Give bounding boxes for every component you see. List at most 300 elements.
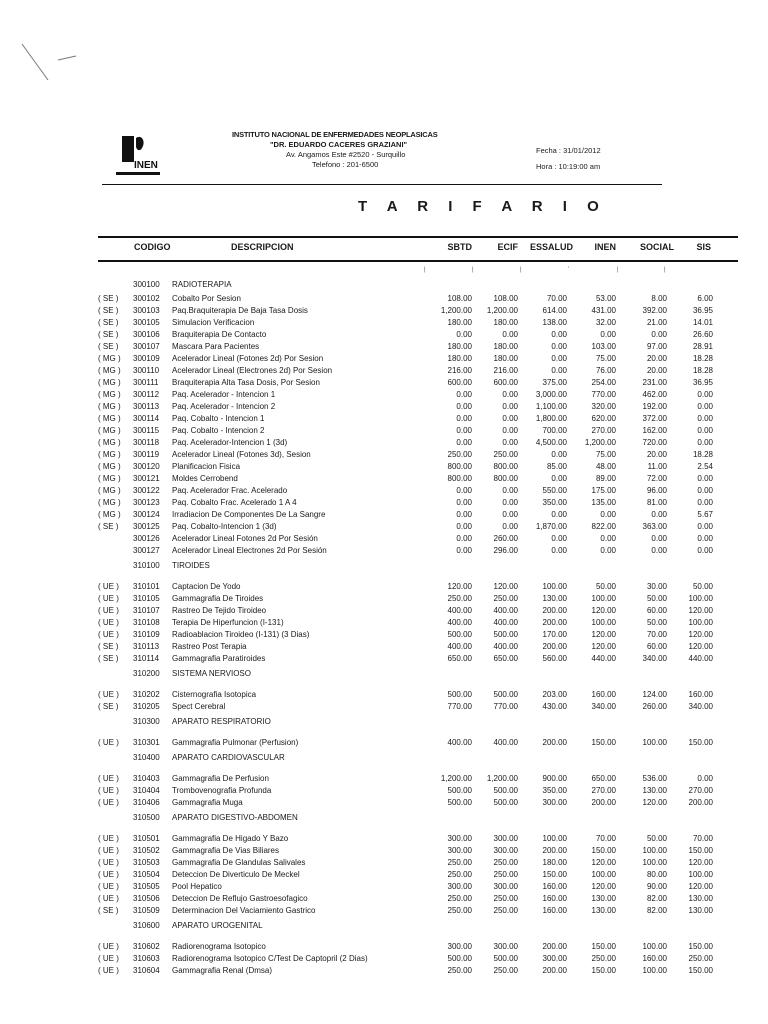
cell-social: 392.00 — [642, 306, 667, 315]
row-spacer — [0, 682, 768, 689]
cell-sis: 0.00 — [697, 534, 713, 543]
cell-essalud: 170.00 — [542, 630, 567, 639]
cell-ecif: 180.00 — [493, 354, 518, 363]
row-description: Moldes Cerrobend — [172, 474, 238, 483]
cell-social: 124.00 — [642, 690, 667, 699]
cell-social: 363.00 — [642, 522, 667, 531]
tariff-row — [0, 485, 768, 497]
cell-sbtd: 400.00 — [447, 618, 472, 627]
tariff-row — [0, 425, 768, 437]
cell-sis: 6.00 — [697, 294, 713, 303]
cell-inen: 770.00 — [591, 390, 616, 399]
row-description: Irradiacion De Componentes De La Sangre — [172, 510, 326, 519]
cell-inen: 75.00 — [595, 354, 616, 363]
section-name: TIROIDES — [172, 561, 210, 570]
cell-ecif: 108.00 — [493, 294, 518, 303]
row-prefix: ( UE ) — [98, 606, 119, 615]
section-code: 310100 — [133, 561, 160, 570]
section-row — [0, 749, 768, 766]
cell-ecif: 0.00 — [502, 522, 518, 531]
cell-essalud: 300.00 — [542, 954, 567, 963]
institute-phone: Telefono : 201-6500 — [312, 160, 379, 169]
cell-inen: 120.00 — [591, 606, 616, 615]
row-code: 300121 — [133, 474, 160, 483]
cell-sbtd: 300.00 — [447, 942, 472, 951]
scan-tick-mark: | — [472, 267, 474, 273]
cell-sis: 100.00 — [688, 594, 713, 603]
cell-sis: 14.01 — [692, 318, 713, 327]
tariff-row — [0, 305, 768, 317]
row-code: 300126 — [133, 534, 160, 543]
row-description: Rastreo De Tejido Tiroideo — [172, 606, 267, 615]
row-prefix: ( UE ) — [98, 798, 119, 807]
row-prefix: ( MG ) — [98, 486, 121, 495]
cell-essalud: 900.00 — [542, 774, 567, 783]
cell-essalud: 160.00 — [542, 906, 567, 915]
cell-ecif: 0.00 — [502, 510, 518, 519]
tariff-row — [0, 317, 768, 329]
section-row — [0, 917, 768, 934]
cell-sis: 130.00 — [688, 894, 713, 903]
cell-sbtd: 500.00 — [447, 954, 472, 963]
cell-social: 50.00 — [646, 834, 667, 843]
cell-essalud: 375.00 — [542, 378, 567, 387]
row-description: Paq. Acelerador-Intencion 1 (3d) — [172, 438, 288, 447]
row-description: Acelerador Lineal (Fotones 2d) Por Sesion — [172, 354, 324, 363]
row-description: Gammagrafia De Vias Biliares — [172, 846, 280, 855]
header-divider — [102, 184, 662, 185]
row-description: Acelerador Lineal Fotones 2d Por Sesión — [172, 534, 318, 543]
tariff-row — [0, 905, 768, 917]
cell-ecif: 1,200.00 — [486, 306, 518, 315]
row-prefix: ( UE ) — [98, 594, 119, 603]
row-prefix: ( UE ) — [98, 954, 119, 963]
cell-sis: 120.00 — [688, 642, 713, 651]
table-header-top-rule — [98, 236, 738, 238]
cell-sis: 18.28 — [692, 450, 713, 459]
logo-text: INEN — [134, 160, 158, 171]
cell-sbtd: 800.00 — [447, 474, 472, 483]
cell-ecif: 500.00 — [493, 630, 518, 639]
cell-essalud: 70.00 — [546, 294, 567, 303]
scan-tick-mark: | — [617, 267, 619, 273]
scan-tick-mark: | — [424, 267, 426, 273]
cell-social: 0.00 — [651, 330, 667, 339]
cell-sbtd: 600.00 — [447, 378, 472, 387]
section-code: 310400 — [133, 753, 160, 762]
section-name: APARATO RESPIRATORIO — [172, 717, 271, 726]
row-code: 310101 — [133, 582, 160, 591]
cell-social: 100.00 — [642, 966, 667, 975]
cell-sis: 0.00 — [697, 498, 713, 507]
cell-sbtd: 250.00 — [447, 594, 472, 603]
cell-social: 100.00 — [642, 942, 667, 951]
cell-essalud: 200.00 — [542, 846, 567, 855]
column-header-ecif: ECIF — [497, 242, 518, 252]
cell-ecif: 0.00 — [502, 426, 518, 435]
row-code: 300113 — [133, 402, 160, 411]
cell-sbtd: 500.00 — [447, 786, 472, 795]
cell-sbtd: 180.00 — [447, 354, 472, 363]
cell-inen: 75.00 — [595, 450, 616, 459]
section-code: 310600 — [133, 921, 160, 930]
row-prefix: ( MG ) — [98, 390, 121, 399]
tariff-row — [0, 881, 768, 893]
cell-ecif: 500.00 — [493, 954, 518, 963]
cell-essalud: 150.00 — [542, 870, 567, 879]
row-description: Radiorenograma Isotopico — [172, 942, 266, 951]
row-code: 310113 — [133, 642, 160, 651]
row-prefix: ( UE ) — [98, 786, 119, 795]
row-code: 310604 — [133, 966, 160, 975]
cell-social: 50.00 — [646, 618, 667, 627]
tariff-row — [0, 473, 768, 485]
cell-inen: 103.00 — [591, 342, 616, 351]
cell-inen: 822.00 — [591, 522, 616, 531]
cell-social: 82.00 — [646, 906, 667, 915]
section-name: RADIOTERAPIA — [172, 280, 232, 289]
row-code: 300120 — [133, 462, 160, 471]
row-code: 300115 — [133, 426, 160, 435]
cell-essalud: 85.00 — [546, 462, 567, 471]
row-description: Determinacion Del Vaciamiento Gastrico — [172, 906, 316, 915]
cell-inen: 200.00 — [591, 798, 616, 807]
row-description: Gammagrafia Muga — [172, 798, 243, 807]
page-title: T A R I F A R I O — [358, 198, 607, 215]
cell-sbtd: 800.00 — [447, 462, 472, 471]
tariff-row — [0, 377, 768, 389]
tariff-row — [0, 941, 768, 953]
cell-ecif: 300.00 — [493, 846, 518, 855]
row-description: Gammagrafia De Higado Y Bazo — [172, 834, 289, 843]
cell-sbtd: 0.00 — [456, 414, 472, 423]
cell-inen: 160.00 — [591, 690, 616, 699]
cell-inen: 0.00 — [600, 534, 616, 543]
cell-ecif: 1,200.00 — [486, 774, 518, 783]
cell-sbtd: 0.00 — [456, 498, 472, 507]
cell-ecif: 500.00 — [493, 798, 518, 807]
cell-sis: 5.67 — [697, 510, 713, 519]
cell-essalud: 0.00 — [551, 354, 567, 363]
cell-social: 30.00 — [646, 582, 667, 591]
row-description: Paq. Acelerador - Intencion 1 — [172, 390, 276, 399]
cell-inen: 100.00 — [591, 618, 616, 627]
column-header-sis: SIS — [696, 242, 711, 252]
cell-social: 20.00 — [646, 354, 667, 363]
cell-essalud: 203.00 — [542, 690, 567, 699]
cell-essalud: 1,100.00 — [535, 402, 567, 411]
cell-ecif: 0.00 — [502, 486, 518, 495]
row-code: 310505 — [133, 882, 160, 891]
tariff-row — [0, 797, 768, 809]
scan-pen-mark — [18, 40, 78, 90]
cell-social: 720.00 — [642, 438, 667, 447]
row-prefix: ( MG ) — [98, 474, 121, 483]
row-code: 310603 — [133, 954, 160, 963]
row-prefix: ( UE ) — [98, 966, 119, 975]
cell-essalud: 200.00 — [542, 942, 567, 951]
cell-inen: 76.00 — [595, 366, 616, 375]
row-spacer — [0, 730, 768, 737]
cell-inen: 0.00 — [600, 330, 616, 339]
cell-essalud: 350.00 — [542, 498, 567, 507]
row-code: 300122 — [133, 486, 160, 495]
cell-essalud: 100.00 — [542, 834, 567, 843]
cell-inen: 32.00 — [595, 318, 616, 327]
cell-ecif: 250.00 — [493, 894, 518, 903]
cell-sis: 270.00 — [688, 786, 713, 795]
cell-social: 60.00 — [646, 642, 667, 651]
cell-ecif: 300.00 — [493, 942, 518, 951]
row-prefix: ( SE ) — [98, 294, 119, 303]
cell-sbtd: 0.00 — [456, 438, 472, 447]
cell-inen: 120.00 — [591, 882, 616, 891]
cell-sbtd: 0.00 — [456, 390, 472, 399]
row-description: Gammagrafia Pulmonar (Perfusion) — [172, 738, 299, 747]
row-description: Planificacion Fisica — [172, 462, 241, 471]
tariff-row — [0, 593, 768, 605]
cell-inen: 89.00 — [595, 474, 616, 483]
row-code: 310504 — [133, 870, 160, 879]
tariff-row — [0, 605, 768, 617]
column-header-essalud: ESSALUD — [529, 242, 573, 252]
cell-inen: 150.00 — [591, 738, 616, 747]
cell-sis: 100.00 — [688, 618, 713, 627]
section-code: 300100 — [133, 280, 160, 289]
cell-social: 80.00 — [646, 870, 667, 879]
cell-essalud: 1,800.00 — [535, 414, 567, 423]
tariff-row — [0, 389, 768, 401]
cell-ecif: 300.00 — [493, 882, 518, 891]
cell-inen: 254.00 — [591, 378, 616, 387]
cell-ecif: 770.00 — [493, 702, 518, 711]
cell-sbtd: 0.00 — [456, 546, 472, 555]
section-name: SISTEMA NERVIOSO — [172, 669, 251, 678]
cell-inen: 53.00 — [595, 294, 616, 303]
cell-inen: 270.00 — [591, 786, 616, 795]
tariff-row — [0, 413, 768, 425]
cell-sis: 160.00 — [688, 690, 713, 699]
cell-social: 8.00 — [651, 294, 667, 303]
row-description: Pool Hepatico — [172, 882, 222, 891]
row-description: Paq. Cobalto-Intencion 1 (3d) — [172, 522, 277, 531]
cell-inen: 0.00 — [600, 510, 616, 519]
tariff-table-body — [0, 276, 768, 977]
row-prefix: ( MG ) — [98, 498, 121, 507]
row-prefix: ( UE ) — [98, 858, 119, 867]
section-code: 310200 — [133, 669, 160, 678]
cell-ecif: 600.00 — [493, 378, 518, 387]
institute-subtitle: "DR. EDUARDO CACERES GRAZIANI" — [270, 140, 408, 149]
cell-sbtd: 0.00 — [456, 402, 472, 411]
row-description: Gammagrafia De Glandulas Salivales — [172, 858, 306, 867]
row-code: 300106 — [133, 330, 160, 339]
cell-social: 260.00 — [642, 702, 667, 711]
cell-inen: 340.00 — [591, 702, 616, 711]
row-description: Cisternografia Isotopica — [172, 690, 257, 699]
cell-sbtd: 250.00 — [447, 894, 472, 903]
row-code: 300103 — [133, 306, 160, 315]
cell-sbtd: 216.00 — [447, 366, 472, 375]
cell-essalud: 200.00 — [542, 618, 567, 627]
tariff-row — [0, 617, 768, 629]
inen-logo — [112, 132, 172, 182]
cell-sis: 18.28 — [692, 354, 713, 363]
cell-sis: 100.00 — [688, 870, 713, 879]
row-description: Gammagrafia De Tiroides — [172, 594, 264, 603]
cell-sbtd: 120.00 — [447, 582, 472, 591]
cell-sbtd: 180.00 — [447, 318, 472, 327]
table-header-bottom-rule — [98, 260, 738, 262]
cell-sbtd: 400.00 — [447, 738, 472, 747]
cell-sis: 2.54 — [697, 462, 713, 471]
row-code: 300127 — [133, 546, 160, 555]
tariff-row — [0, 785, 768, 797]
row-description: Gammagrafia Paratiroides — [172, 654, 266, 663]
tariff-row — [0, 497, 768, 509]
cell-sbtd: 1,200.00 — [440, 306, 472, 315]
row-description: Terapia De Hiperfuncion (I-131) — [172, 618, 284, 627]
cell-ecif: 500.00 — [493, 786, 518, 795]
row-prefix: ( MG ) — [98, 414, 121, 423]
cell-social: 0.00 — [651, 534, 667, 543]
column-header-descripcion: DESCRIPCION — [231, 242, 294, 252]
row-prefix: ( SE ) — [98, 642, 119, 651]
tariff-row — [0, 401, 768, 413]
cell-ecif: 216.00 — [493, 366, 518, 375]
row-prefix: ( UE ) — [98, 894, 119, 903]
row-prefix: ( MG ) — [98, 402, 121, 411]
cell-ecif: 120.00 — [493, 582, 518, 591]
tariff-row — [0, 737, 768, 749]
cell-ecif: 0.00 — [502, 402, 518, 411]
row-prefix: ( MG ) — [98, 438, 121, 447]
column-header-sbtd: SBTD — [447, 242, 472, 252]
section-row — [0, 557, 768, 574]
print-time: Hora : 10:19:00 am — [536, 162, 601, 171]
cell-sis: 120.00 — [688, 858, 713, 867]
cell-essalud: 430.00 — [542, 702, 567, 711]
cell-inen: 48.00 — [595, 462, 616, 471]
cell-social: 340.00 — [642, 654, 667, 663]
row-description: Acelerador Lineal Electrones 2d Por Sesión — [172, 546, 327, 555]
row-description: Gammagrafia De Perfusion — [172, 774, 269, 783]
cell-sbtd: 250.00 — [447, 858, 472, 867]
row-description: Paq. Acelerador - Intencion 2 — [172, 402, 276, 411]
cell-sbtd: 1,200.00 — [440, 774, 472, 783]
cell-sis: 0.00 — [697, 438, 713, 447]
cell-ecif: 250.00 — [493, 450, 518, 459]
row-prefix: ( SE ) — [98, 522, 119, 531]
cell-sbtd: 0.00 — [456, 522, 472, 531]
tariff-row — [0, 833, 768, 845]
cell-inen: 100.00 — [591, 870, 616, 879]
cell-social: 20.00 — [646, 366, 667, 375]
cell-essalud: 0.00 — [551, 330, 567, 339]
cell-inen: 250.00 — [591, 954, 616, 963]
tariff-row — [0, 773, 768, 785]
row-prefix: ( UE ) — [98, 738, 119, 747]
cell-inen: 120.00 — [591, 858, 616, 867]
cell-social: 11.00 — [647, 462, 667, 471]
row-code: 300109 — [133, 354, 160, 363]
institute-address: Av. Angamos Este #2520 - Surquillo — [286, 150, 406, 159]
cell-social: 120.00 — [642, 798, 667, 807]
cell-sbtd: 180.00 — [447, 342, 472, 351]
cell-sbtd: 650.00 — [447, 654, 472, 663]
row-code: 310105 — [133, 594, 160, 603]
cell-inen: 120.00 — [591, 630, 616, 639]
cell-social: 372.00 — [642, 414, 667, 423]
cell-sis: 120.00 — [688, 630, 713, 639]
row-code: 310404 — [133, 786, 160, 795]
cell-sis: 130.00 — [688, 906, 713, 915]
cell-inen: 120.00 — [591, 642, 616, 651]
row-prefix: ( SE ) — [98, 318, 119, 327]
cell-sis: 26.60 — [692, 330, 713, 339]
row-spacer — [0, 574, 768, 581]
column-header-social: SOCIAL — [639, 242, 674, 252]
cell-ecif: 400.00 — [493, 606, 518, 615]
row-code: 310114 — [133, 654, 160, 663]
cell-ecif: 250.00 — [493, 594, 518, 603]
cell-sbtd: 250.00 — [447, 870, 472, 879]
row-prefix: ( SE ) — [98, 306, 119, 315]
row-description: Simulacion Verificacion — [172, 318, 255, 327]
row-description: Radioablacion Tiroideo (I-131) (3 Dias) — [172, 630, 310, 639]
cell-essalud: 0.00 — [551, 534, 567, 543]
row-code: 310107 — [133, 606, 160, 615]
cell-sis: 150.00 — [688, 846, 713, 855]
cell-sbtd: 770.00 — [447, 702, 472, 711]
cell-essalud: 180.00 — [542, 858, 567, 867]
cell-essalud: 160.00 — [542, 894, 567, 903]
cell-social: 536.00 — [642, 774, 667, 783]
tariff-row — [0, 893, 768, 905]
cell-ecif: 400.00 — [493, 738, 518, 747]
tariff-row — [0, 641, 768, 653]
cell-sis: 150.00 — [688, 966, 713, 975]
cell-ecif: 400.00 — [493, 618, 518, 627]
cell-sbtd: 0.00 — [456, 534, 472, 543]
row-prefix: ( UE ) — [98, 882, 119, 891]
row-prefix: ( UE ) — [98, 690, 119, 699]
cell-sis: 0.00 — [697, 390, 713, 399]
cell-inen: 100.00 — [591, 594, 616, 603]
cell-sis: 340.00 — [688, 702, 713, 711]
tariff-row — [0, 845, 768, 857]
cell-sbtd: 300.00 — [447, 834, 472, 843]
row-description: Paq. Acelerador Frac. Acelerado — [172, 486, 288, 495]
cell-sbtd: 500.00 — [447, 798, 472, 807]
row-code: 300114 — [133, 414, 160, 423]
row-code: 300123 — [133, 498, 160, 507]
cell-sis: 120.00 — [688, 606, 713, 615]
row-code: 310506 — [133, 894, 160, 903]
cell-sis: 150.00 — [688, 738, 713, 747]
cell-ecif: 250.00 — [493, 966, 518, 975]
row-prefix: ( MG ) — [98, 462, 121, 471]
tariff-row — [0, 701, 768, 713]
cell-ecif: 180.00 — [493, 342, 518, 351]
cell-sis: 18.28 — [692, 366, 713, 375]
cell-ecif: 400.00 — [493, 642, 518, 651]
cell-sis: 36.95 — [692, 306, 713, 315]
cell-essalud: 350.00 — [542, 786, 567, 795]
tariff-row — [0, 545, 768, 557]
cell-inen: 50.00 — [595, 582, 616, 591]
row-description: Captacion De Yodo — [172, 582, 241, 591]
